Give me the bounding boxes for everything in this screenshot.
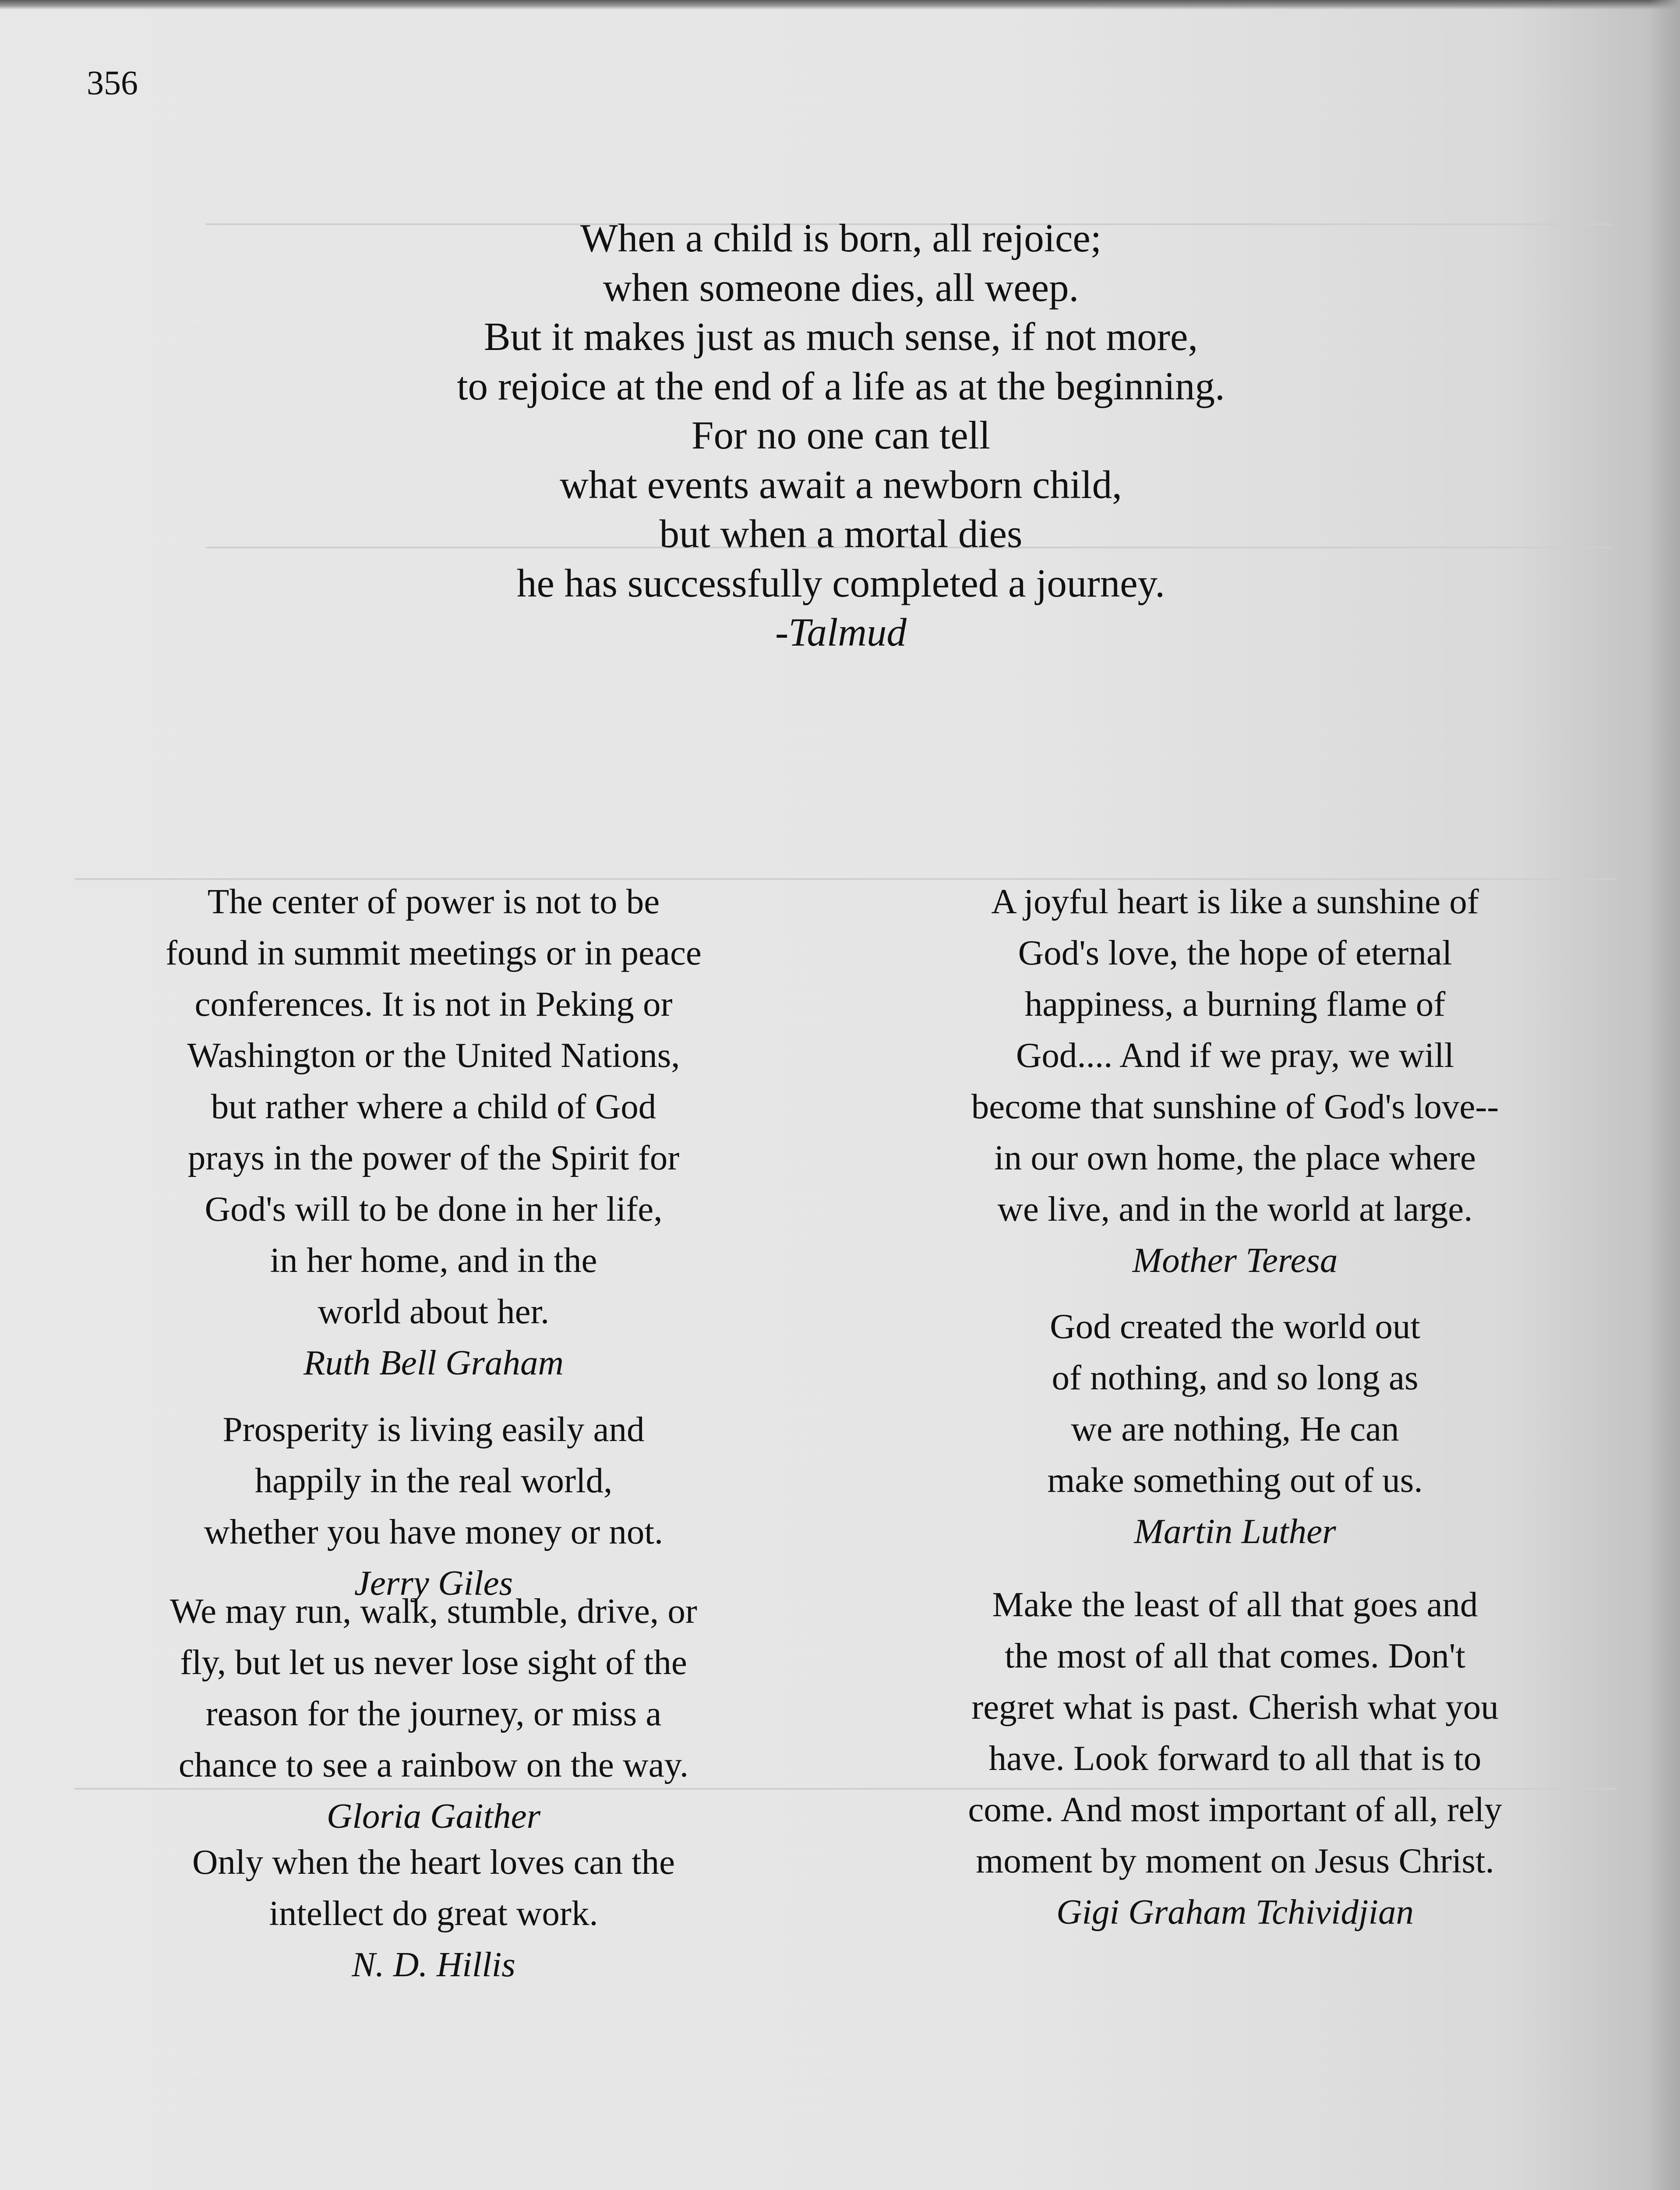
quote-line: of nothing, and so long as — [1052, 1358, 1419, 1397]
quote-line: but when a mortal dies — [659, 512, 1023, 556]
quote-line: Washington or the United Nations, — [187, 1035, 680, 1075]
top-edge-shadow — [0, 0, 1680, 10]
quote-line: what events await a newborn child, — [560, 462, 1122, 507]
quote-line: happily in the real world, — [254, 1461, 613, 1500]
quote-line: Make the least of all that goes and — [992, 1585, 1478, 1624]
quote-line: prays in the power of the Spirit for — [187, 1138, 680, 1177]
quote-gloria-gaither — [61, 1586, 806, 1842]
quote-jerry-giles — [61, 1404, 806, 1609]
quote-line: Prosperity is living easily and — [222, 1409, 645, 1449]
quote-line: Only when the heart loves can the — [192, 1842, 675, 1882]
quote-line: we are nothing, He can — [1071, 1409, 1399, 1448]
quote-line: chance to see a rainbow on the way. — [178, 1745, 689, 1784]
quote-line: fly, but let us never lose sight of the — [180, 1642, 687, 1682]
quote-line: we live, and in the world at large. — [997, 1189, 1473, 1229]
quote-line: become that sunshine of God's love-- — [971, 1087, 1499, 1126]
quote-line: God's will to be done in her life, — [205, 1189, 663, 1229]
quote-line: A joyful heart is like a sunshine of — [991, 882, 1479, 921]
page-number: 356 — [87, 64, 138, 102]
quote-author: Jerry Giles — [354, 1563, 513, 1603]
quote-author: Martin Luther — [1134, 1512, 1336, 1551]
quote-author: N. D. Hillis — [352, 1945, 515, 1984]
quote-line: reason for the journey, or miss a — [205, 1694, 662, 1733]
talmud-quote — [263, 214, 1419, 657]
quote-line: found in summit meetings or in peace — [166, 933, 702, 972]
quote-attribution: -Talmud — [775, 610, 907, 654]
quote-mother-teresa — [863, 876, 1607, 1286]
quote-line: happiness, a burning flame of — [1024, 984, 1446, 1024]
quote-line: in her home, and in the — [270, 1240, 597, 1280]
quote-line: God's love, the hope of eternal — [1018, 933, 1452, 972]
quote-line: in our own home, the place where — [994, 1138, 1476, 1177]
quote-line: But it makes just as much sense, if not more, — [484, 314, 1198, 359]
quote-line: God created the world out — [1050, 1307, 1420, 1346]
quote-line: when someone dies, all weep. — [603, 265, 1079, 310]
quote-line: world about her. — [318, 1292, 550, 1331]
quote-line: but rather where a child of God — [211, 1087, 656, 1126]
quote-line: For no one can tell — [691, 413, 991, 457]
quote-author: Gigi Graham Tchividjian — [1056, 1892, 1414, 1932]
quote-line: come. And most important of all, rely — [968, 1790, 1502, 1829]
quote-nd-hillis — [61, 1837, 806, 1990]
quote-line: whether you have money or not. — [204, 1512, 664, 1551]
quote-line: to rejoice at the end of a life as at the beginning. — [457, 364, 1225, 408]
quote-line: We may run, walk, stumble, drive, or — [170, 1591, 697, 1631]
quote-line: conferences. It is not in Peking or — [194, 984, 673, 1024]
quote-author: Mother Teresa — [1132, 1240, 1338, 1280]
quote-line: God.... And if we pray, we will — [1016, 1035, 1454, 1075]
quote-line: When a child is born, all rejoice; — [580, 216, 1102, 260]
quote-line: make something out of us. — [1047, 1460, 1423, 1500]
quote-line: regret what is past. Cherish what you — [971, 1687, 1499, 1727]
quote-line: moment by moment on Jesus Christ. — [976, 1841, 1494, 1880]
quote-line: the most of all that comes. Don't — [1005, 1636, 1465, 1675]
quote-author: Gloria Gaither — [326, 1796, 541, 1836]
quote-line: he has successfully completed a journey. — [517, 561, 1165, 605]
quote-line: The center of power is not to be — [207, 882, 660, 921]
right-edge-shadow — [1649, 0, 1680, 2190]
quote-author: Ruth Bell Graham — [304, 1343, 564, 1382]
quote-martin-luther — [863, 1301, 1607, 1557]
quote-gigi-graham-tchividjian — [863, 1579, 1607, 1938]
quote-ruth-bell-graham — [61, 876, 806, 1388]
quote-line: have. Look forward to all that is to — [988, 1738, 1482, 1778]
quote-line: intellect do great work. — [269, 1893, 598, 1933]
